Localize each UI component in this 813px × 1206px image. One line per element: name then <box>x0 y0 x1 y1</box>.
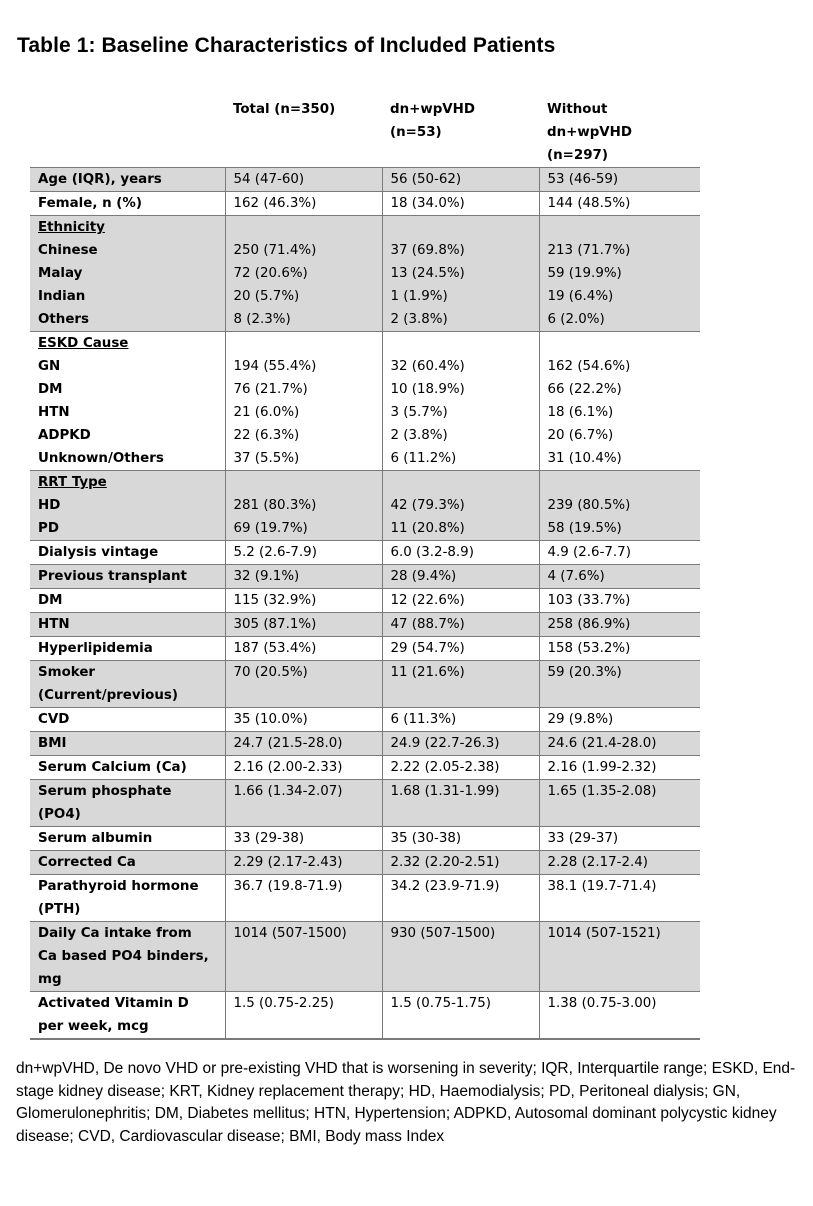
row-label-cell <box>30 922 225 992</box>
cell-value: 22 (6.3%) <box>233 428 300 443</box>
cell-value: 194 (55.4%) <box>233 359 317 374</box>
row-label: DM <box>38 593 63 608</box>
cell-value: 4 (7.6%) <box>547 569 605 584</box>
cell-value: 37 (5.5%) <box>233 451 300 466</box>
value-cell-col1 <box>225 168 382 192</box>
row-label: (Current/previous) <box>38 688 179 703</box>
row-label: Serum phosphate <box>38 784 172 799</box>
column-header-2 <box>382 98 539 168</box>
row-label: ADPKD <box>38 428 91 443</box>
cell-value: 37 (69.8%) <box>390 243 465 258</box>
row-label: DM <box>38 382 63 397</box>
baseline-table <box>30 98 700 1040</box>
value-cell-col3 <box>539 541 700 565</box>
value-cell-col2 <box>382 637 539 661</box>
table-row <box>30 661 700 708</box>
row-label: Ca based PO4 binders, <box>38 949 209 964</box>
cell-value: 11 (21.6%) <box>390 665 465 680</box>
row-label-cell <box>30 613 225 637</box>
row-label: HD <box>38 498 61 513</box>
row-label: mg <box>38 972 62 987</box>
cell-value: 187 (53.4%) <box>233 641 317 656</box>
value-cell-col3 <box>539 851 700 875</box>
value-cell-col3 <box>539 827 700 851</box>
row-label: Dialysis vintage <box>38 545 159 560</box>
value-cell-col1 <box>225 851 382 875</box>
value-cell-col2 <box>382 780 539 827</box>
column-header-line: Without <box>547 102 608 117</box>
value-cell-col3 <box>539 332 700 471</box>
row-label: PD <box>38 521 59 536</box>
row-label-cell <box>30 565 225 589</box>
value-cell-col3 <box>539 922 700 992</box>
table-row <box>30 216 700 332</box>
group-header: RRT Type <box>38 475 107 490</box>
row-label-cell <box>30 780 225 827</box>
value-cell-col1 <box>225 922 382 992</box>
value-cell-col1 <box>225 589 382 613</box>
baseline-table-container <box>30 98 700 1040</box>
value-cell-col3 <box>539 216 700 332</box>
cell-value: 6 (2.0%) <box>547 312 605 327</box>
value-cell-col2 <box>382 216 539 332</box>
row-label: Corrected Ca <box>38 855 136 870</box>
cell-value: 213 (71.7%) <box>547 243 631 258</box>
cell-value: 29 (54.7%) <box>390 641 465 656</box>
cell-value: 1.5 (0.75-2.25) <box>233 996 334 1011</box>
row-label-cell <box>30 192 225 216</box>
row-label-cell <box>30 661 225 708</box>
cell-value: 162 (54.6%) <box>547 359 631 374</box>
cell-value: 13 (24.5%) <box>390 266 465 281</box>
table-row <box>30 192 700 216</box>
value-cell-col3 <box>539 637 700 661</box>
cell-value: 29 (9.8%) <box>547 712 614 727</box>
row-label: Smoker <box>38 665 96 680</box>
row-label: Serum albumin <box>38 831 153 846</box>
row-label-cell <box>30 708 225 732</box>
table-row <box>30 613 700 637</box>
value-cell-col2 <box>382 613 539 637</box>
table-row <box>30 851 700 875</box>
cell-value: 53 (46-59) <box>547 172 619 187</box>
cell-value: 32 (60.4%) <box>390 359 465 374</box>
row-label: Malay <box>38 266 83 281</box>
cell-value: 33 (29-38) <box>233 831 305 846</box>
header-row <box>30 98 700 168</box>
value-cell-col2 <box>382 992 539 1040</box>
cell-value: 32 (9.1%) <box>233 569 300 584</box>
cell-value: 1.38 (0.75-3.00) <box>547 996 657 1011</box>
value-cell-col3 <box>539 192 700 216</box>
cell-value: 24.9 (22.7-26.3) <box>390 736 500 751</box>
cell-value: 20 (6.7%) <box>547 428 614 443</box>
value-cell-col3 <box>539 756 700 780</box>
table-row <box>30 780 700 827</box>
value-cell-col1 <box>225 780 382 827</box>
column-header-1 <box>225 98 382 168</box>
column-header-3 <box>539 98 700 168</box>
value-cell-col2 <box>382 541 539 565</box>
cell-value: 11 (20.8%) <box>390 521 465 536</box>
cell-value: 2.29 (2.17-2.43) <box>233 855 343 870</box>
row-label: Hyperlipidemia <box>38 641 153 656</box>
cell-value: 2 (3.8%) <box>390 312 448 327</box>
row-label-cell <box>30 756 225 780</box>
table-row <box>30 756 700 780</box>
row-label: Others <box>38 312 89 327</box>
value-cell-col1 <box>225 613 382 637</box>
cell-value: 158 (53.2%) <box>547 641 631 656</box>
cell-value: 38.1 (19.7-71.4) <box>547 879 657 894</box>
row-label-cell <box>30 168 225 192</box>
row-label-cell <box>30 589 225 613</box>
cell-value: 18 (34.0%) <box>390 196 465 211</box>
table-row <box>30 708 700 732</box>
cell-value: 12 (22.6%) <box>390 593 465 608</box>
value-cell-col2 <box>382 471 539 541</box>
row-label: Indian <box>38 289 86 304</box>
cell-value: 33 (29-37) <box>547 831 619 846</box>
table-body <box>30 168 700 1040</box>
row-label-cell <box>30 471 225 541</box>
table-footnote: dn+wpVHD, De novo VHD or pre-existing VHD that is worsening in severity; IQR, Interquartile range; ESKD, End-stage kidney disease; KRT, Kidney replacement therapy; HD, Haemodialysis; PD, Peritoneal dialysis; GN, Glomerulonephritis; DM, Diabetes mellitus; HTN, Hypertension; ADPKD, Autosomal dominant polycystic kidney disease; CVD, Cardiovascular disease; BMI, Body mass Index <box>16 1060 796 1145</box>
cell-value: 6.0 (3.2-8.9) <box>390 545 474 560</box>
spacer <box>391 216 531 239</box>
row-label: Female, n (%) <box>38 196 142 211</box>
value-cell-col2 <box>382 168 539 192</box>
cell-value: 2 (3.8%) <box>390 428 448 443</box>
value-cell-col3 <box>539 471 700 541</box>
cell-value: 59 (20.3%) <box>547 665 622 680</box>
cell-value: 76 (21.7%) <box>233 382 308 397</box>
cell-value: 258 (86.9%) <box>547 617 631 632</box>
cell-value: 239 (80.5%) <box>547 498 631 513</box>
row-label-cell <box>30 541 225 565</box>
cell-value: 35 (10.0%) <box>233 712 308 727</box>
cell-value: 28 (9.4%) <box>390 569 457 584</box>
table-title: Table 1: Baseline Characteristics of Included Patients <box>17 34 556 57</box>
cell-value: 21 (6.0%) <box>233 405 300 420</box>
cell-value: 1014 (507-1521) <box>547 926 661 941</box>
cell-value: 42 (79.3%) <box>390 498 465 513</box>
cell-value: 34.2 (23.9-71.9) <box>390 879 500 894</box>
cell-value: 930 (507-1500) <box>390 926 496 941</box>
row-label: Activated Vitamin D <box>38 996 189 1011</box>
row-label: Previous transplant <box>38 569 187 584</box>
group-header: Ethnicity <box>38 220 105 235</box>
cell-value: 250 (71.4%) <box>233 243 317 258</box>
column-header-line: Total (n=350) <box>233 102 336 117</box>
value-cell-col1 <box>225 732 382 756</box>
row-label-cell <box>30 992 225 1040</box>
cell-value: 69 (19.7%) <box>233 521 308 536</box>
cell-value: 1014 (507-1500) <box>233 926 347 941</box>
cell-value: 58 (19.5%) <box>547 521 622 536</box>
value-cell-col2 <box>382 756 539 780</box>
spacer <box>391 332 531 355</box>
value-cell-col3 <box>539 732 700 756</box>
row-label: Unknown/Others <box>38 451 164 466</box>
cell-value: 2.32 (2.20-2.51) <box>390 855 500 870</box>
cell-value: 47 (88.7%) <box>390 617 465 632</box>
row-label-cell <box>30 875 225 922</box>
row-label: (PO4) <box>38 807 81 822</box>
table-row <box>30 168 700 192</box>
value-cell-col3 <box>539 992 700 1040</box>
spacer <box>548 332 693 355</box>
value-cell-col3 <box>539 780 700 827</box>
row-label: Daily Ca intake from <box>38 926 192 941</box>
cell-value: 24.7 (21.5-28.0) <box>233 736 343 751</box>
column-header-line: (n=53) <box>390 125 442 140</box>
table-row <box>30 992 700 1040</box>
row-label: HTN <box>38 405 70 420</box>
value-cell-col1 <box>225 708 382 732</box>
row-label: GN <box>38 359 61 374</box>
row-label: CVD <box>38 712 70 727</box>
table-row <box>30 332 700 471</box>
value-cell-col2 <box>382 332 539 471</box>
row-label: BMI <box>38 736 67 751</box>
value-cell-col3 <box>539 565 700 589</box>
group-header: ESKD Cause <box>38 336 129 351</box>
cell-value: 20 (5.7%) <box>233 289 300 304</box>
cell-value: 19 (6.4%) <box>547 289 614 304</box>
cell-value: 4.9 (2.6-7.7) <box>547 545 631 560</box>
value-cell-col2 <box>382 565 539 589</box>
cell-value: 115 (32.9%) <box>233 593 317 608</box>
value-cell-col2 <box>382 875 539 922</box>
value-cell-col2 <box>382 732 539 756</box>
table-row <box>30 637 700 661</box>
table-row <box>30 471 700 541</box>
cell-value: 1.65 (1.35-2.08) <box>547 784 657 799</box>
row-label: Parathyroid hormone <box>38 879 199 894</box>
value-cell-col3 <box>539 875 700 922</box>
value-cell-col3 <box>539 613 700 637</box>
cell-value: 6 (11.3%) <box>390 712 457 727</box>
cell-value: 24.6 (21.4-28.0) <box>547 736 657 751</box>
value-cell-col2 <box>382 708 539 732</box>
table-row <box>30 732 700 756</box>
cell-value: 2.28 (2.17-2.4) <box>547 855 648 870</box>
cell-value: 36.7 (19.8-71.9) <box>233 879 343 894</box>
cell-value: 54 (47-60) <box>233 172 305 187</box>
cell-value: 35 (30-38) <box>390 831 462 846</box>
value-cell-col3 <box>539 168 700 192</box>
value-cell-col2 <box>382 827 539 851</box>
cell-value: 3 (5.7%) <box>390 405 448 420</box>
header-corner <box>30 98 225 168</box>
value-cell-col2 <box>382 922 539 992</box>
cell-value: 56 (50-62) <box>390 172 462 187</box>
value-cell-col1 <box>225 661 382 708</box>
value-cell-col1 <box>225 875 382 922</box>
row-label: per week, mcg <box>38 1019 149 1034</box>
cell-value: 2.22 (2.05-2.38) <box>390 760 500 775</box>
value-cell-col1 <box>225 471 382 541</box>
spacer <box>234 216 374 239</box>
cell-value: 66 (22.2%) <box>547 382 622 397</box>
cell-value: 2.16 (2.00-2.33) <box>233 760 343 775</box>
cell-value: 1.66 (1.34-2.07) <box>233 784 343 799</box>
table-header <box>30 98 700 168</box>
row-label: (PTH) <box>38 902 81 917</box>
row-label-cell <box>30 827 225 851</box>
spacer <box>548 216 693 239</box>
row-label-cell <box>30 637 225 661</box>
spacer <box>234 332 374 355</box>
row-label: Age (IQR), years <box>38 172 162 187</box>
cell-value: 59 (19.9%) <box>547 266 622 281</box>
value-cell-col3 <box>539 708 700 732</box>
row-label: Chinese <box>38 243 98 258</box>
cell-value: 31 (10.4%) <box>547 451 622 466</box>
row-label-cell <box>30 851 225 875</box>
spacer <box>548 471 693 494</box>
cell-value: 2.16 (1.99-2.32) <box>547 760 657 775</box>
table-row <box>30 589 700 613</box>
cell-value: 1 (1.9%) <box>390 289 448 304</box>
value-cell-col1 <box>225 756 382 780</box>
value-cell-col3 <box>539 661 700 708</box>
value-cell-col2 <box>382 589 539 613</box>
cell-value: 18 (6.1%) <box>547 405 614 420</box>
cell-value: 162 (46.3%) <box>233 196 317 211</box>
column-header-line: dn+wpVHD <box>390 102 475 117</box>
table-row <box>30 541 700 565</box>
cell-value: 5.2 (2.6-7.9) <box>233 545 317 560</box>
value-cell-col2 <box>382 851 539 875</box>
row-label-cell <box>30 732 225 756</box>
spacer <box>234 471 374 494</box>
cell-value: 1.68 (1.31-1.99) <box>390 784 500 799</box>
value-cell-col2 <box>382 661 539 708</box>
value-cell-col1 <box>225 992 382 1040</box>
table-row <box>30 565 700 589</box>
value-cell-col2 <box>382 192 539 216</box>
row-label-cell <box>30 332 225 471</box>
table-row <box>30 875 700 922</box>
table-row <box>30 827 700 851</box>
cell-value: 1.5 (0.75-1.75) <box>390 996 491 1011</box>
value-cell-col1 <box>225 332 382 471</box>
value-cell-col1 <box>225 637 382 661</box>
value-cell-col1 <box>225 565 382 589</box>
value-cell-col3 <box>539 589 700 613</box>
cell-value: 6 (11.2%) <box>390 451 457 466</box>
cell-value: 305 (87.1%) <box>233 617 317 632</box>
cell-value: 70 (20.5%) <box>233 665 308 680</box>
cell-value: 72 (20.6%) <box>233 266 308 281</box>
row-label: Serum Calcium (Ca) <box>38 760 187 775</box>
row-label: HTN <box>38 617 70 632</box>
cell-value: 281 (80.3%) <box>233 498 317 513</box>
cell-value: 8 (2.3%) <box>233 312 291 327</box>
table-row <box>30 922 700 992</box>
column-header-line: (n=297) <box>547 148 608 163</box>
cell-value: 144 (48.5%) <box>547 196 631 211</box>
column-header-line: dn+wpVHD <box>547 125 632 140</box>
cell-value: 103 (33.7%) <box>547 593 631 608</box>
spacer <box>391 471 531 494</box>
value-cell-col1 <box>225 827 382 851</box>
row-label-cell <box>30 216 225 332</box>
value-cell-col1 <box>225 541 382 565</box>
value-cell-col1 <box>225 216 382 332</box>
cell-value: 10 (18.9%) <box>390 382 465 397</box>
value-cell-col1 <box>225 192 382 216</box>
